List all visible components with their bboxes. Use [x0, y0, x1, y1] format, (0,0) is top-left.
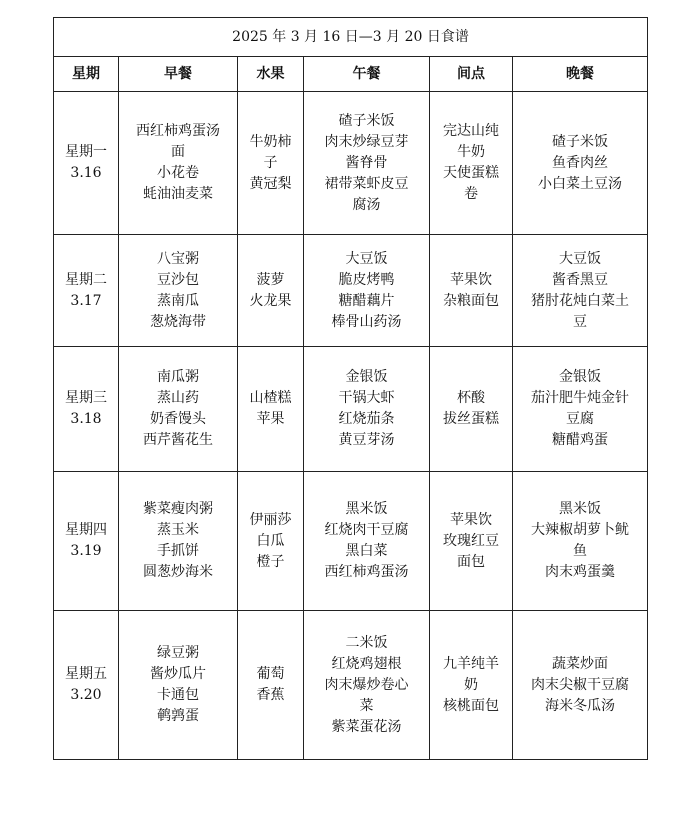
breakfast-item: 八宝粥: [157, 250, 199, 267]
breakfast-item: 西芹酱花生: [143, 432, 213, 448]
lunch-item: 棒骨山药汤: [331, 313, 402, 330]
dinner-item: 海米冬瓜汤: [545, 697, 616, 714]
date-label: 3.18: [70, 411, 102, 427]
snack-item: 卷: [464, 186, 478, 202]
table-row: [54, 347, 648, 472]
fruit-item: 子: [263, 154, 278, 171]
breakfast-cell: [119, 472, 238, 611]
dinner-cell: [513, 92, 648, 235]
breakfast-item: 小花卷: [157, 165, 199, 181]
snack-item: 核桃面包: [443, 697, 499, 714]
fruit-item: 火龙果: [249, 292, 292, 309]
lunch-item: 菜: [359, 697, 374, 714]
weekday-label: 星期二: [65, 271, 107, 288]
header-day: 星期: [54, 57, 119, 92]
fruit-item: 香蕉: [256, 687, 285, 703]
fruit-item: 葡萄: [256, 666, 285, 682]
breakfast-item: 蒸玉米: [157, 522, 199, 538]
fruit-item: 牛奶柿: [249, 133, 292, 150]
snack-item: 苹果饮: [450, 271, 492, 288]
header-snack: 间点: [430, 57, 513, 92]
dinner-item: 肉末鸡蛋羹: [545, 564, 616, 580]
snack-item: 天使蛋糕: [443, 165, 499, 181]
snack-item: 杯酸: [457, 390, 485, 406]
breakfast-item: 手抓饼: [157, 543, 199, 559]
breakfast-item: 紫菜瘦肉粥: [143, 501, 213, 517]
breakfast-item: 绿豆粥: [157, 645, 199, 661]
lunch-item: 红烧茄条: [338, 411, 395, 427]
breakfast-item: 面: [171, 144, 185, 160]
fruit-cell: [238, 472, 304, 611]
snack-item: 杂粮面包: [443, 292, 499, 309]
day-cell: [54, 235, 119, 347]
fruit-cell: [238, 611, 304, 760]
snack-cell: [430, 611, 513, 760]
lunch-item: 黄豆芽汤: [338, 432, 395, 448]
breakfast-item: 南瓜粥: [157, 369, 199, 385]
lunch-item: 肉末炒绿豆芽: [324, 133, 409, 150]
dinner-cell: [513, 235, 648, 347]
lunch-item: 糖醋藕片: [338, 292, 395, 309]
snack-item: 苹果饮: [450, 511, 492, 528]
lunch-cell: [304, 611, 430, 760]
fruit-item: 橙子: [256, 553, 285, 570]
weekday-label: 星期三: [65, 390, 107, 406]
fruit-item: 菠萝: [256, 271, 285, 288]
lunch-item: 金银饭: [345, 369, 388, 385]
day-cell: [54, 611, 119, 760]
lunch-cell: [304, 235, 430, 347]
breakfast-item: 酱炒瓜片: [150, 666, 206, 682]
lunch-cell: [304, 347, 430, 472]
breakfast-item: 蚝油油麦菜: [143, 186, 213, 202]
breakfast-item: 葱烧海带: [150, 313, 206, 330]
lunch-item: 腐汤: [352, 196, 381, 213]
dinner-item: 豆: [573, 313, 588, 330]
table-row: [54, 235, 648, 347]
snack-item: 面包: [457, 553, 485, 570]
header-dinner: 晚餐: [513, 57, 648, 92]
weekday-label: 星期一: [65, 144, 107, 160]
breakfast-item: 豆沙包: [157, 271, 199, 288]
header-row: [54, 57, 648, 92]
day-cell: [54, 347, 119, 472]
snack-item: 拔丝蛋糕: [443, 411, 499, 427]
snack-item: 完达山纯: [443, 123, 499, 139]
dinner-item: 鱼: [573, 543, 588, 559]
dinner-item: 蔬菜炒面: [552, 655, 609, 672]
lunch-cell: [304, 472, 430, 611]
lunch-item: 脆皮烤鸭: [338, 271, 395, 288]
fruit-cell: [238, 235, 304, 347]
breakfast-cell: [119, 92, 238, 235]
weekday-label: 星期四: [65, 522, 107, 538]
header-fruit: 水果: [238, 57, 304, 92]
dinner-item: 鱼香肉丝: [552, 154, 609, 171]
dinner-item: 酱香黑豆: [552, 271, 609, 288]
dinner-item: 大豆饭: [559, 250, 602, 267]
date-label: 3.20: [70, 687, 102, 703]
dinner-item: 碴子米饭: [552, 133, 609, 150]
snack-cell: [430, 347, 513, 472]
dinner-item: 大辣椒胡萝卜鱿: [531, 522, 630, 538]
day-cell: [54, 472, 119, 611]
dinner-cell: [513, 347, 648, 472]
fruit-cell: [238, 92, 304, 235]
table-row: [54, 92, 648, 235]
dinner-item: 茄汁肥牛炖金针: [531, 390, 630, 406]
breakfast-item: 蒸南瓜: [157, 292, 199, 309]
breakfast-item: 圆葱炒海米: [143, 564, 213, 580]
lunch-item: 裙带菜虾皮豆: [324, 175, 409, 192]
snack-item: 奶: [464, 676, 478, 693]
snack-cell: [430, 472, 513, 611]
dinner-cell: [513, 611, 648, 760]
lunch-item: 西红柿鸡蛋汤: [324, 564, 409, 580]
header-breakfast: 早餐: [119, 57, 238, 92]
snack-item: 九羊纯羊: [443, 655, 499, 672]
lunch-item: 紫菜蛋花汤: [331, 718, 402, 735]
header-lunch: 午餐: [304, 57, 430, 92]
fruit-cell: [238, 347, 304, 472]
dinner-item: 黑米饭: [559, 501, 602, 517]
lunch-item: 碴子米饭: [338, 112, 395, 129]
fruit-item: 伊丽莎: [249, 511, 292, 528]
breakfast-item: 鹌鹑蛋: [157, 708, 199, 724]
breakfast-item: 西红柿鸡蛋汤: [136, 123, 220, 139]
weekday-label: 星期五: [65, 666, 107, 682]
lunch-item: 二米饭: [345, 634, 388, 651]
menu-table: [53, 17, 648, 760]
fruit-item: 白瓜: [256, 532, 285, 549]
lunch-item: 黑米饭: [345, 501, 388, 517]
dinner-cell: [513, 472, 648, 611]
breakfast-item: 奶香馒头: [150, 411, 206, 427]
breakfast-cell: [119, 611, 238, 760]
snack-item: 牛奶: [457, 144, 485, 160]
dinner-item: 肉末尖椒干豆腐: [531, 676, 630, 693]
breakfast-cell: [119, 235, 238, 347]
lunch-item: 红烧鸡翅根: [331, 655, 402, 672]
lunch-item: 大豆饭: [345, 250, 388, 267]
dinner-item: 金银饭: [559, 369, 602, 385]
table-row: [54, 472, 648, 611]
lunch-item: 酱脊骨: [345, 154, 388, 171]
date-label: 3.19: [70, 543, 102, 559]
fruit-item: 山楂糕: [249, 390, 292, 406]
dinner-item: 猪肘花炖白菜土: [531, 292, 630, 309]
snack-cell: [430, 235, 513, 347]
lunch-item: 干锅大虾: [338, 390, 395, 406]
dinner-item: 小白菜土豆汤: [538, 175, 623, 192]
dinner-item: 糖醋鸡蛋: [552, 432, 609, 448]
breakfast-item: 蒸山药: [157, 390, 199, 406]
breakfast-item: 卡通包: [157, 687, 199, 703]
lunch-item: 黑白菜: [345, 543, 388, 559]
snack-item: 玫瑰红豆: [443, 532, 499, 549]
date-label: 3.16: [70, 165, 102, 181]
snack-cell: [430, 92, 513, 235]
lunch-item: 肉末爆炒卷心: [324, 676, 409, 693]
lunch-item: 红烧肉干豆腐: [324, 522, 409, 538]
date-label: 3.17: [70, 292, 102, 309]
fruit-item: 黄冠梨: [249, 175, 292, 192]
fruit-item: 苹果: [256, 411, 285, 427]
dinner-item: 豆腐: [566, 411, 595, 427]
lunch-cell: [304, 92, 430, 235]
menu-title: 2025 年 3 月 16 日—3 月 20 日食谱: [54, 18, 648, 57]
table-row: [54, 611, 648, 760]
day-cell: [54, 92, 119, 235]
breakfast-cell: [119, 347, 238, 472]
